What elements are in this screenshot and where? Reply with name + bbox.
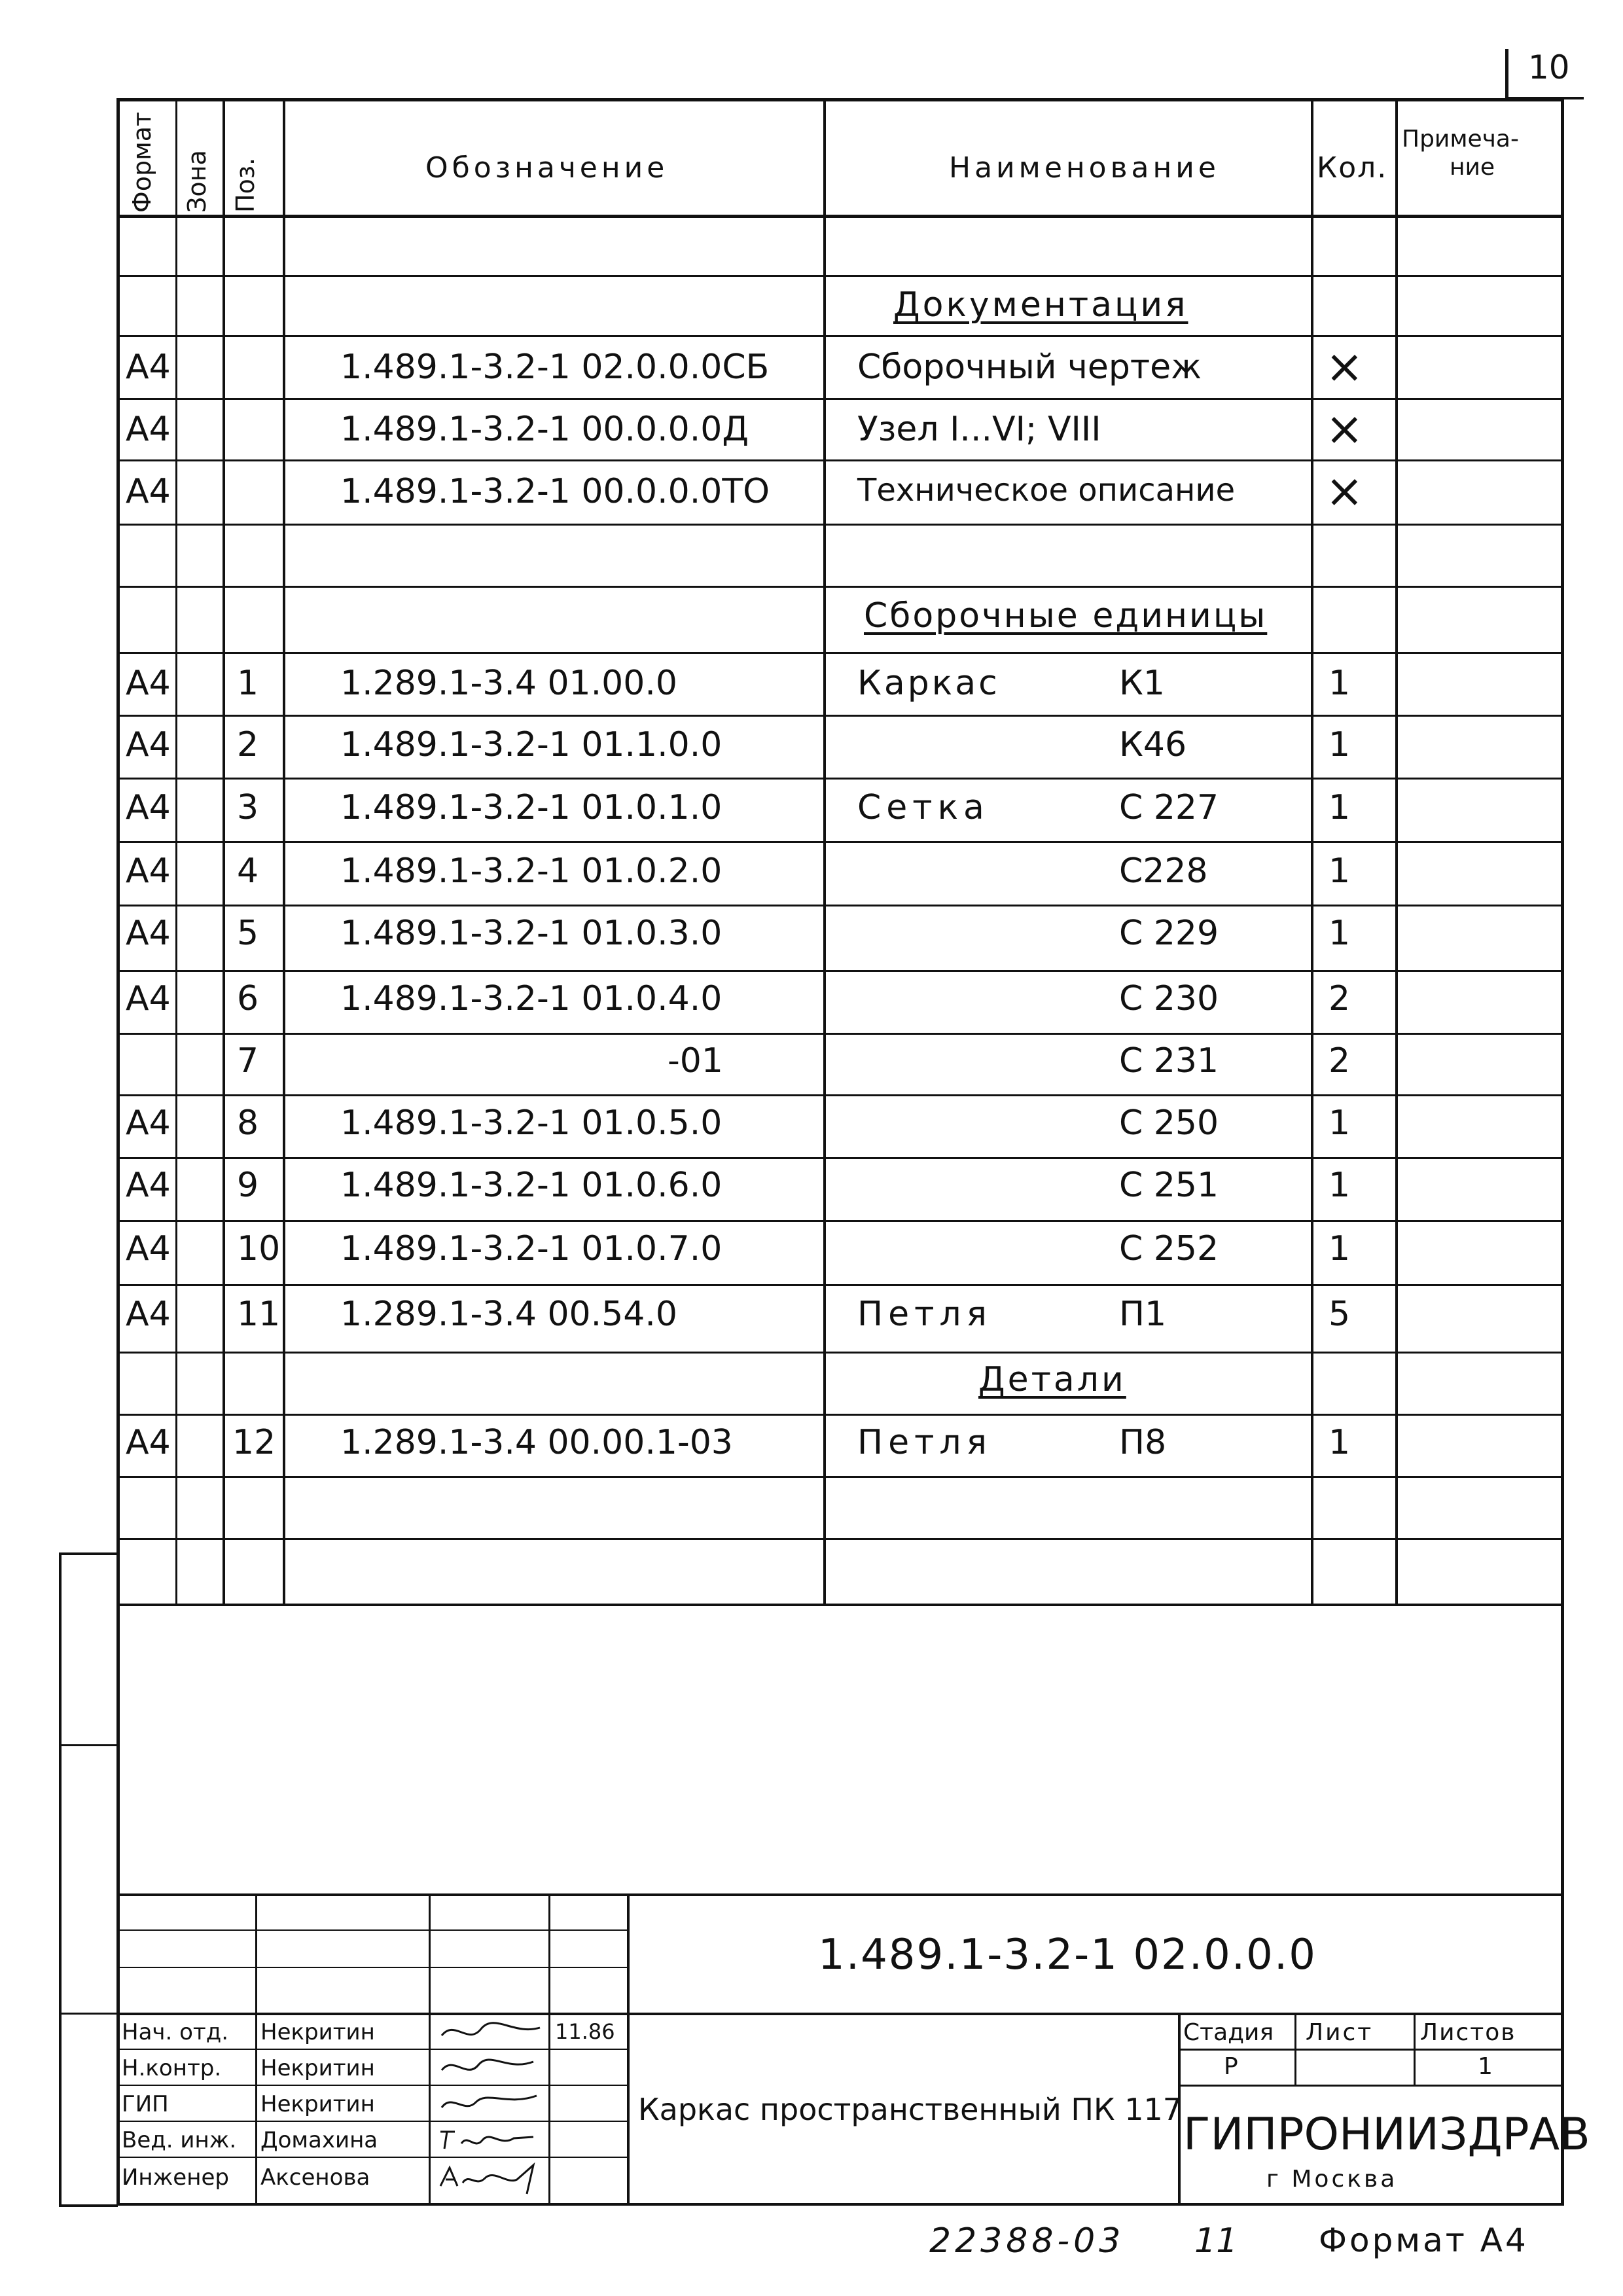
sign-date: 11.86 [555, 2019, 615, 2044]
header-qty: Кол. [1317, 151, 1388, 185]
row-format: А4 [126, 1166, 171, 1205]
doc-row-name: Техническое описание [857, 472, 1236, 509]
signer-name: Некритин [260, 2091, 375, 2117]
doc-row-name: Сборочный чертеж [857, 348, 1202, 387]
page-number: 11 [1194, 2221, 1238, 2261]
organization: ГИПРОНИИЗДРАВ [1183, 2109, 1590, 2161]
row-qty: 1 [1329, 1103, 1351, 1143]
header-note-line2: ние [1450, 154, 1495, 181]
header-note-line1: Примеча- [1402, 126, 1519, 152]
row-qty: 1 [1329, 725, 1351, 764]
sheet-number: 10 [1528, 48, 1570, 86]
signer-role: Вед. инж. [122, 2127, 237, 2153]
doc-row-format: А4 [126, 348, 171, 387]
signer-name: Некритин [260, 2055, 375, 2081]
row-pos: 7 [237, 1041, 259, 1081]
row-format: А4 [126, 1229, 171, 1268]
row-designation: 1.489.1-3.2-1 01.0.7.0 [340, 1229, 722, 1268]
row-qty: 1 [1329, 664, 1351, 703]
signature-icon [435, 2016, 543, 2047]
doc-row-designation: 1.489.1-3.2-1 00.0.0.0ТО [340, 472, 770, 511]
row-qty: 1 [1329, 852, 1351, 891]
row-name: Сетка [857, 788, 990, 827]
signature-icon [435, 2052, 543, 2083]
row-mark: С 251 [1119, 1166, 1219, 1205]
row-mark: К46 [1119, 725, 1187, 764]
row-pos: 8 [237, 1103, 259, 1143]
row-pos: 3 [237, 788, 259, 827]
row-designation: 1.489.1-3.2-1 01.0.6.0 [340, 1166, 722, 1205]
row-qty: 1 [1329, 1423, 1351, 1462]
signer-name: Некритин [260, 2019, 375, 2045]
header-pos: Поз. [231, 157, 260, 213]
row-pos: 6 [237, 979, 259, 1018]
row-format: А4 [126, 1423, 171, 1462]
row-pos: 12 [232, 1423, 276, 1462]
row-format: А4 [126, 1295, 171, 1334]
signature-icon [435, 2160, 543, 2196]
signature-icon [435, 2088, 543, 2119]
inventory-number: 22388-03 [929, 2221, 1125, 2261]
row-mark: С 252 [1119, 1229, 1219, 1268]
header-designation: Обозначение [425, 151, 669, 185]
row-qty: 2 [1329, 979, 1351, 1018]
row-designation: 1.489.1-3.2-1 01.1.0.0 [340, 725, 722, 764]
organization-city: г Москва [1266, 2166, 1398, 2193]
row-pos: 1 [237, 664, 259, 703]
signature-icon [435, 2124, 543, 2155]
sheets-label: Листов [1420, 2019, 1516, 2046]
header-zone: Зона [183, 150, 211, 213]
doc-row-format: А4 [126, 472, 171, 511]
row-designation: 1.289.1-3.4 01.00.0 [340, 664, 677, 703]
signer-role: Н.контр. [122, 2055, 222, 2081]
document-code: 1.489.1-3.2-1 02.0.0.0 [818, 1931, 1317, 1979]
row-designation: 1.489.1-3.2-1 01.0.3.0 [340, 914, 722, 953]
document-title: Каркас пространственный ПК 117 [638, 2092, 1183, 2127]
signer-role: Нач. отд. [122, 2019, 229, 2045]
row-format: А4 [126, 788, 171, 827]
header-name: Наименование [949, 151, 1220, 185]
row-format: А4 [126, 979, 171, 1018]
row-mark: С 229 [1119, 914, 1219, 953]
signer-role: ГИП [122, 2091, 169, 2117]
row-qty: 1 [1329, 1166, 1351, 1205]
row-name: Петля [857, 1423, 992, 1462]
stage-value: Р [1224, 2053, 1238, 2080]
row-mark: С 227 [1119, 788, 1219, 827]
section-assembly-units: Сборочные единицы [864, 596, 1268, 636]
row-qty: 1 [1329, 914, 1351, 953]
signer-name: Домахина [260, 2127, 378, 2153]
row-mark: П8 [1119, 1423, 1167, 1462]
row-pos: 9 [237, 1166, 259, 1205]
row-qty: 2 [1329, 1041, 1351, 1081]
row-pos: 11 [237, 1295, 281, 1334]
doc-row-name: Узел I...VI; VIII [857, 410, 1101, 449]
row-pos: 10 [237, 1229, 281, 1268]
row-designation: 1.489.1-3.2-1 01.0.1.0 [340, 788, 722, 827]
doc-row-format: А4 [126, 410, 171, 449]
row-qty: 1 [1329, 788, 1351, 827]
doc-row-qty: × [1325, 340, 1364, 393]
row-designation: 1.489.1-3.2-1 01.0.4.0 [340, 979, 722, 1018]
row-format: А4 [126, 664, 171, 703]
doc-row-designation: 1.489.1-3.2-1 00.0.0.0Д [340, 410, 749, 449]
paper-format: Формат А4 [1319, 2221, 1529, 2259]
signer-role: Инженер [122, 2164, 229, 2191]
row-name: Петля [857, 1295, 992, 1334]
row-pos: 5 [237, 914, 259, 953]
stage-label: Стадия [1183, 2019, 1274, 2046]
row-format: А4 [126, 914, 171, 953]
section-details: Детали [978, 1360, 1126, 1399]
row-mark: С 230 [1119, 979, 1219, 1018]
row-designation: 1.289.1-3.4 00.00.1-03 [340, 1423, 733, 1462]
row-mark: С228 [1119, 852, 1208, 891]
row-qty: 5 [1329, 1295, 1351, 1334]
doc-row-designation: 1.489.1-3.2-1 02.0.0.0СБ [340, 348, 770, 387]
row-mark: С 250 [1119, 1103, 1219, 1143]
row-name: Каркас [857, 664, 1000, 703]
doc-row-qty: × [1325, 402, 1364, 456]
row-format: А4 [126, 725, 171, 764]
doc-row-qty: × [1325, 464, 1364, 518]
row-format: А4 [126, 1103, 171, 1143]
row-format: А4 [126, 852, 171, 891]
sheets-value: 1 [1478, 2053, 1493, 2080]
row-mark: П1 [1119, 1295, 1167, 1334]
row-designation: 1.489.1-3.2-1 01.0.5.0 [340, 1103, 722, 1143]
row-designation: 1.489.1-3.2-1 01.0.2.0 [340, 852, 722, 891]
row-designation: 1.289.1-3.4 00.54.0 [340, 1295, 677, 1334]
sheet-label: Лист [1306, 2019, 1374, 2046]
row-pos: 2 [237, 725, 259, 764]
row-qty: 1 [1329, 1229, 1351, 1268]
section-documentation: Документация [893, 285, 1188, 325]
row-pos: 4 [237, 852, 259, 891]
row-designation: -01 [668, 1041, 723, 1081]
signer-name: Аксенова [260, 2164, 370, 2191]
header-format: Формат [128, 111, 156, 213]
row-mark: С 231 [1119, 1041, 1219, 1081]
row-mark: К1 [1119, 664, 1166, 703]
